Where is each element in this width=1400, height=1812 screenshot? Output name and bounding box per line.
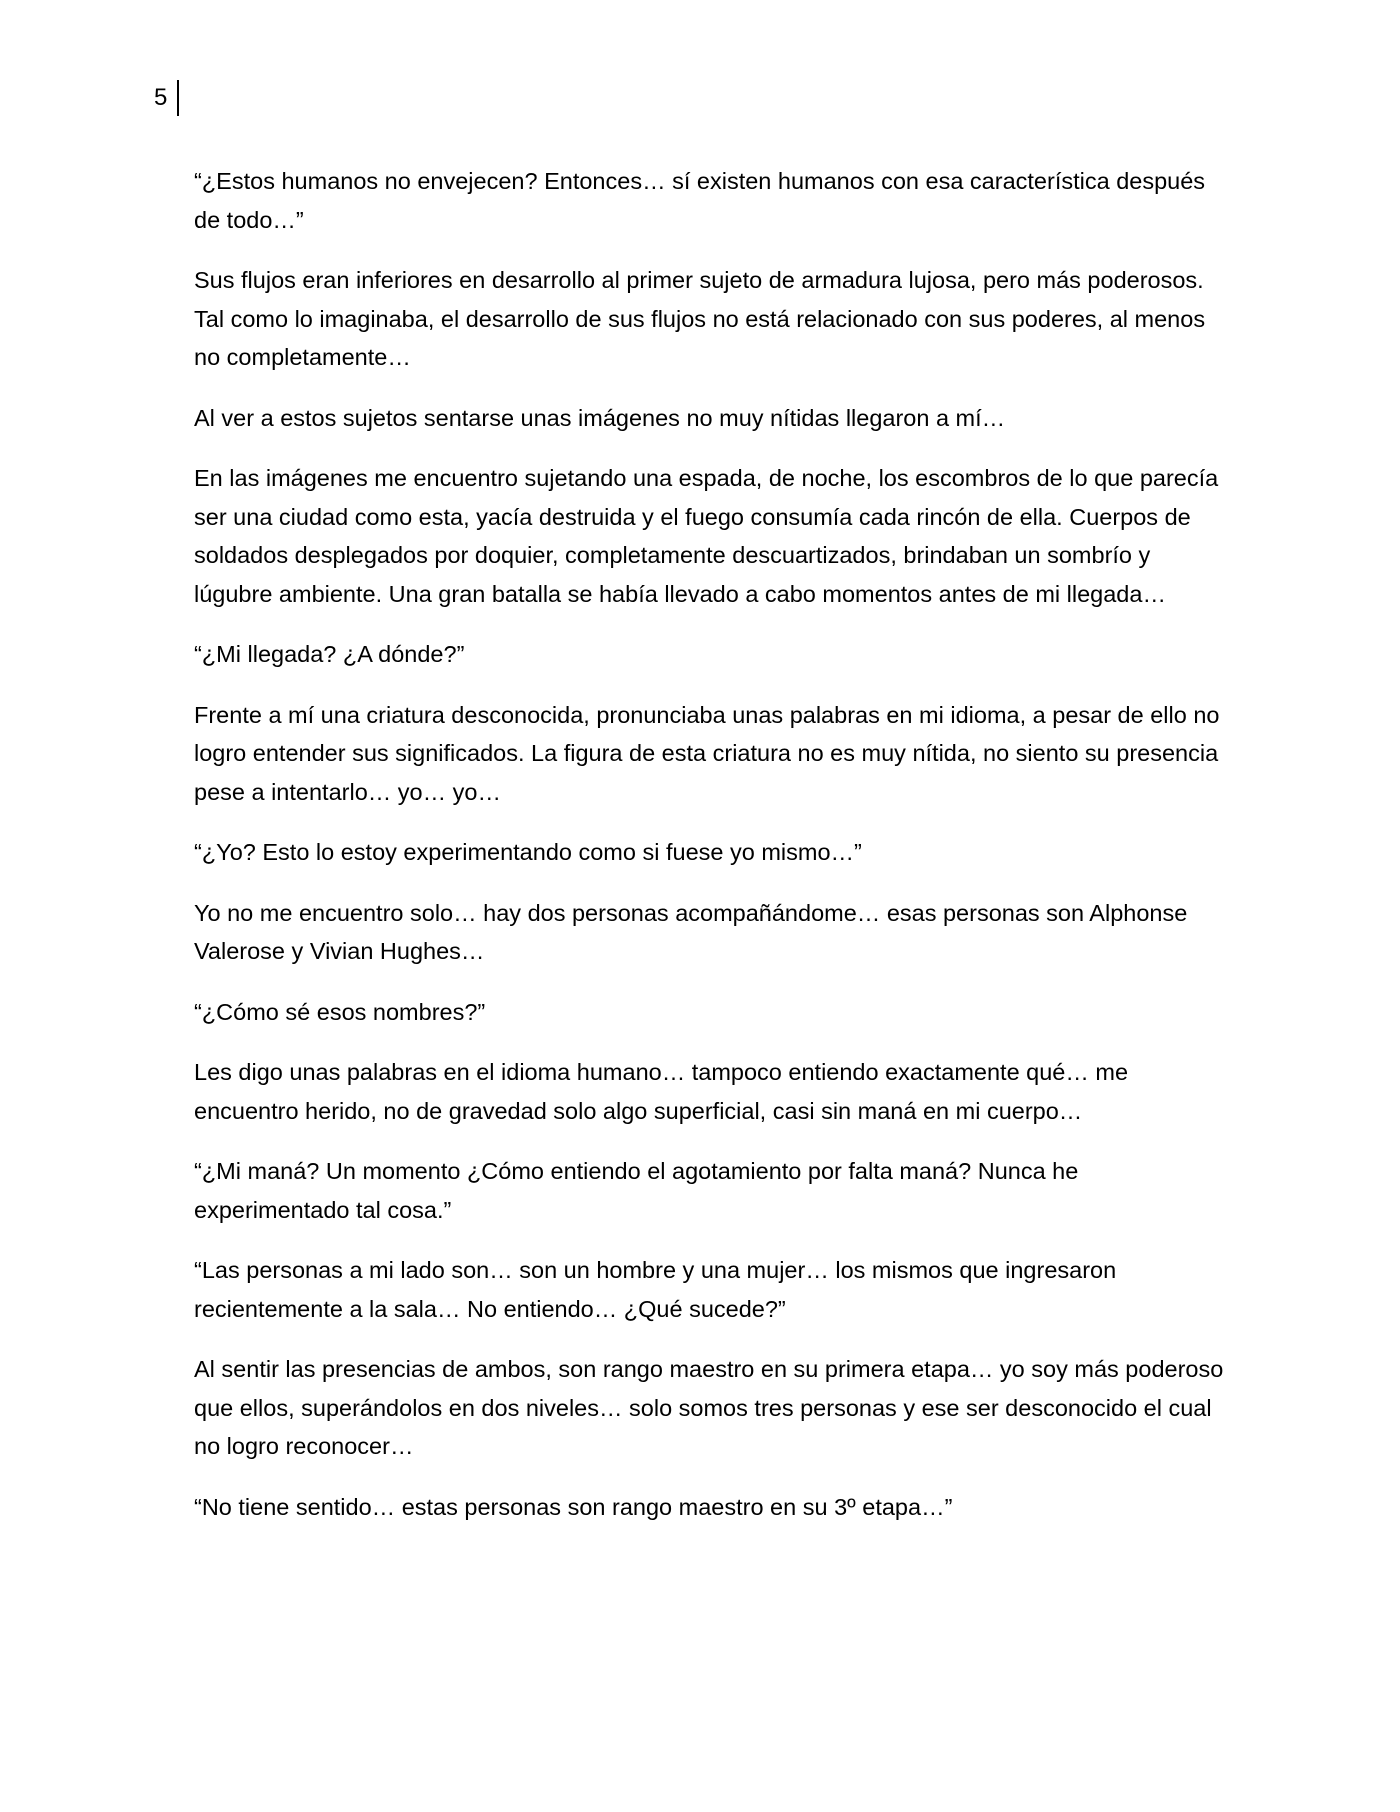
page-number: 5 [154,84,168,111]
paragraph: “¿Estos humanos no envejecen? Entonces… sí existen humanos con esa característica después de todo…” [194,168,1206,233]
paragraph: “¿Cómo sé esos nombres?” [194,998,486,1025]
paragraph: “No tiene sentido… estas personas son rango maestro en su 3º etapa…” [194,1493,953,1520]
paragraph: “¿Yo? Esto lo estoy experimentando como si fuese yo mismo…” [194,839,862,865]
paragraph: Al ver a estos sujetos sentarse unas imágenes no muy nítidas llegaron a mí… [194,404,1006,431]
header-vertical-rule [177,80,179,116]
paragraph: Sus flujos eran inferiores en desarrollo al primer sujeto de armadura lujosa, pero más poderosos. Tal como lo imaginaba, el desarrollo de sus flujos no está relacionado con sus poderes, al menos no completamente… [194,267,1206,370]
paragraph: En las imágenes me encuentro sujetando una espada, de noche, los escombros de lo que parecía ser una ciudad como esta, yacía destruida y el fuego consumía cada rincón de ella. Cuerpos de soldados desplegados por doquier, completamente descuartizados, brindaban un sombrío y lúgubre ambiente. Una gran batalla se había llevado a cabo momentos antes de mi llegada… [194,465,1219,607]
paragraph: “Las personas a mi lado son… son un hombre y una mujer… los mismos que ingresaron recientemente a la sala… No entiendo… ¿Qué sucede?” [194,1257,1117,1322]
paragraph: Les digo unas palabras en el idioma humano… tampoco entiendo exactamente qué… me encuentro herido, no de gravedad solo algo superficial, casi sin maná en mi cuerpo… [194,1059,1129,1124]
paragraph: “¿Mi maná? Un momento ¿Cómo entiendo el agotamiento por falta maná? Nunca he experimentado tal cosa.” [194,1158,1079,1223]
body-text [194,162,1224,1548]
paragraph: Al sentir las presencias de ambos, son rango maestro en su primera etapa… yo soy más poderoso que ellos, superándolos en dos niveles… solo somos tres personas y ese ser desconocido el cual no logro reconocer… [194,1356,1224,1459]
paragraph: Frente a mí una criatura desconocida, pronunciaba unas palabras en mi idioma, a pesar de ello no logro entender sus significados. La figura de esta criatura no es muy nítida, no siento su presencia pese a intentarlo… yo… yo… [194,701,1220,805]
paragraph: Yo no me encuentro solo… hay dos personas acompañándome… esas personas son Alphonse Valerose y Vivian Hughes… [194,899,1188,964]
page-header [154,80,179,116]
paragraph: “¿Mi llegada? ¿A dónde?” [194,641,465,667]
